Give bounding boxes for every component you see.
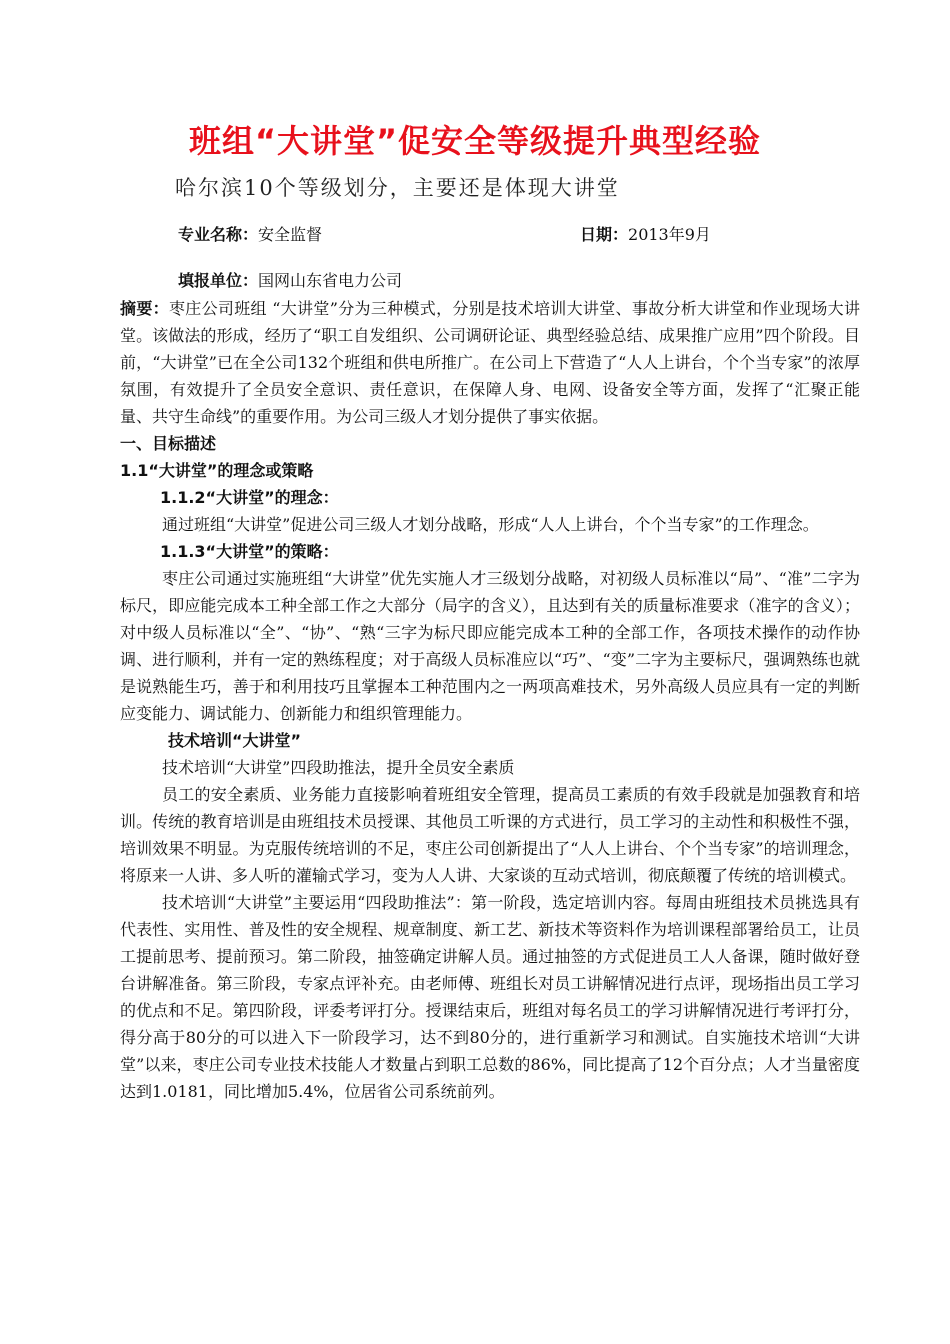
section-heading-tech: 技术培训“大讲堂”	[168, 731, 302, 750]
unit-label: 填报单位：	[178, 271, 259, 290]
subsubsection-heading: 1.1.2“大讲堂”的理念：	[160, 488, 339, 507]
abstract-paragraph	[120, 295, 860, 430]
unit-value: 国网山东省电力公司	[258, 271, 403, 290]
body-paragraph: 技术培训“大讲堂”主要运用“四段助推法”：第一阶段，选定培训内容。每周由班组技术员挑选具有代表性、实用性、普及性的安全规程、规章制度、新工艺、新技术等资料作为培训课程部署给员工，让员工提前思考、提前预习。第二阶段，抽签确定讲解人员。通过抽签的方式促进员工人人备课，随时做好登台讲解准备。第三阶段，专家点评补充。由老师傅、班组长对员工讲解情况进行点评，现场指出员工学习的优点和不足。第四阶段，评委考评打分。授课结束后，班组对每名员工的学习讲解情况进行考评打分，得分高于80分的可以进入下一阶段学习，达不到80分的，进行重新学习和测试。自实施技术培训“大讲堂”以来，枣庄公司专业技术技能人才数量占到职工总数的86%，同比提高了12个百分点；人才当量密度达到1.0181，同比增加5.4%，位居省公司系统前列。	[120, 893, 860, 1101]
body-paragraph: 员工的安全素质、业务能力直接影响着班组安全管理，提高员工素质的有效手段就是加强教育和培训。传统的教育培训是由班组技术员授课、其他员工听课的方式进行，员工学习的主动性和积极性不强，培训效果不明显。为克服传统培训的不足，枣庄公司创新提出了“人人上讲台、个个当专家”的培训理念，将原来一人讲、多人听的灌输式学习，变为人人讲、大家谈的互动式培训，彻底颠覆了传统的培训模式。	[120, 785, 860, 885]
document-subtitle: 哈尔滨10个等级划分，主要还是体现大讲堂	[175, 176, 620, 200]
specialty-value: 安全监督	[258, 225, 323, 244]
date-label: 日期：	[580, 225, 629, 244]
body-paragraph: 通过班组“大讲堂”促进公司三级人才划分战略，形成“人人上讲台，个个当专家”的工作理念。	[162, 515, 819, 534]
body-paragraph: 技术培训“大讲堂”四段助推法，提升全员安全素质	[162, 758, 515, 777]
date-value: 2013年9月	[628, 225, 711, 244]
subsubsection-heading: 1.1.3“大讲堂”的策略：	[160, 542, 339, 561]
abstract-label: 摘要：	[120, 299, 169, 318]
document-title: 班组“大讲堂”促安全等级提升典型经验	[188, 122, 762, 160]
specialty-field	[178, 222, 322, 245]
section-heading: 一、目标描述	[120, 434, 217, 453]
date-field	[580, 222, 711, 245]
body-paragraph: 枣庄公司通过实施班组“大讲堂”优先实施人才三级划分战略，对初级人员标准以“局”、“准”二字为标尺，即应能完成本工种全部工作之大部分（局字的含义），且达到有关的质量标准要求（准字的含义）；对中级人员标准以“全”、“协”、“熟“三字为标尺即应能完成本工种的全部工作，各项技术操作的动作协调、进行顺利，并有一定的熟练程度；对于高级人员标准应以“巧”、“变”二字为主要标尺，强调熟练也就是说熟能生巧，善于和利用技巧且掌握本工种范围内之一两项高难技术，另外高级人员应具有一定的判断应变能力、调试能力、创新能力和组织管理能力。	[120, 569, 860, 723]
unit-field	[178, 268, 402, 291]
document-body	[120, 295, 860, 1105]
subsection-heading: 1.1“大讲堂”的理念或策略	[120, 461, 314, 480]
specialty-label: 专业名称：	[178, 225, 259, 244]
abstract-text: 枣庄公司班组 “大讲堂”分为三种模式，分别是技术培训大讲堂、事故分析大讲堂和作业现场大讲堂。该做法的形成，经历了“职工自发组织、公司调研论证、典型经验总结、成果推广应用”四个阶段。目前，“大讲堂”已在全公司132个班组和供电所推广。在公司上下营造了“人人上讲台，个个当专家”的浓厚氛围，有效提升了全员安全意识、责任意识，在保障人身、电网、设备安全等方面，发挥了“汇聚正能量、共守生命线”的重要作用。为公司三级人才划分提供了事实依据。	[120, 299, 860, 426]
